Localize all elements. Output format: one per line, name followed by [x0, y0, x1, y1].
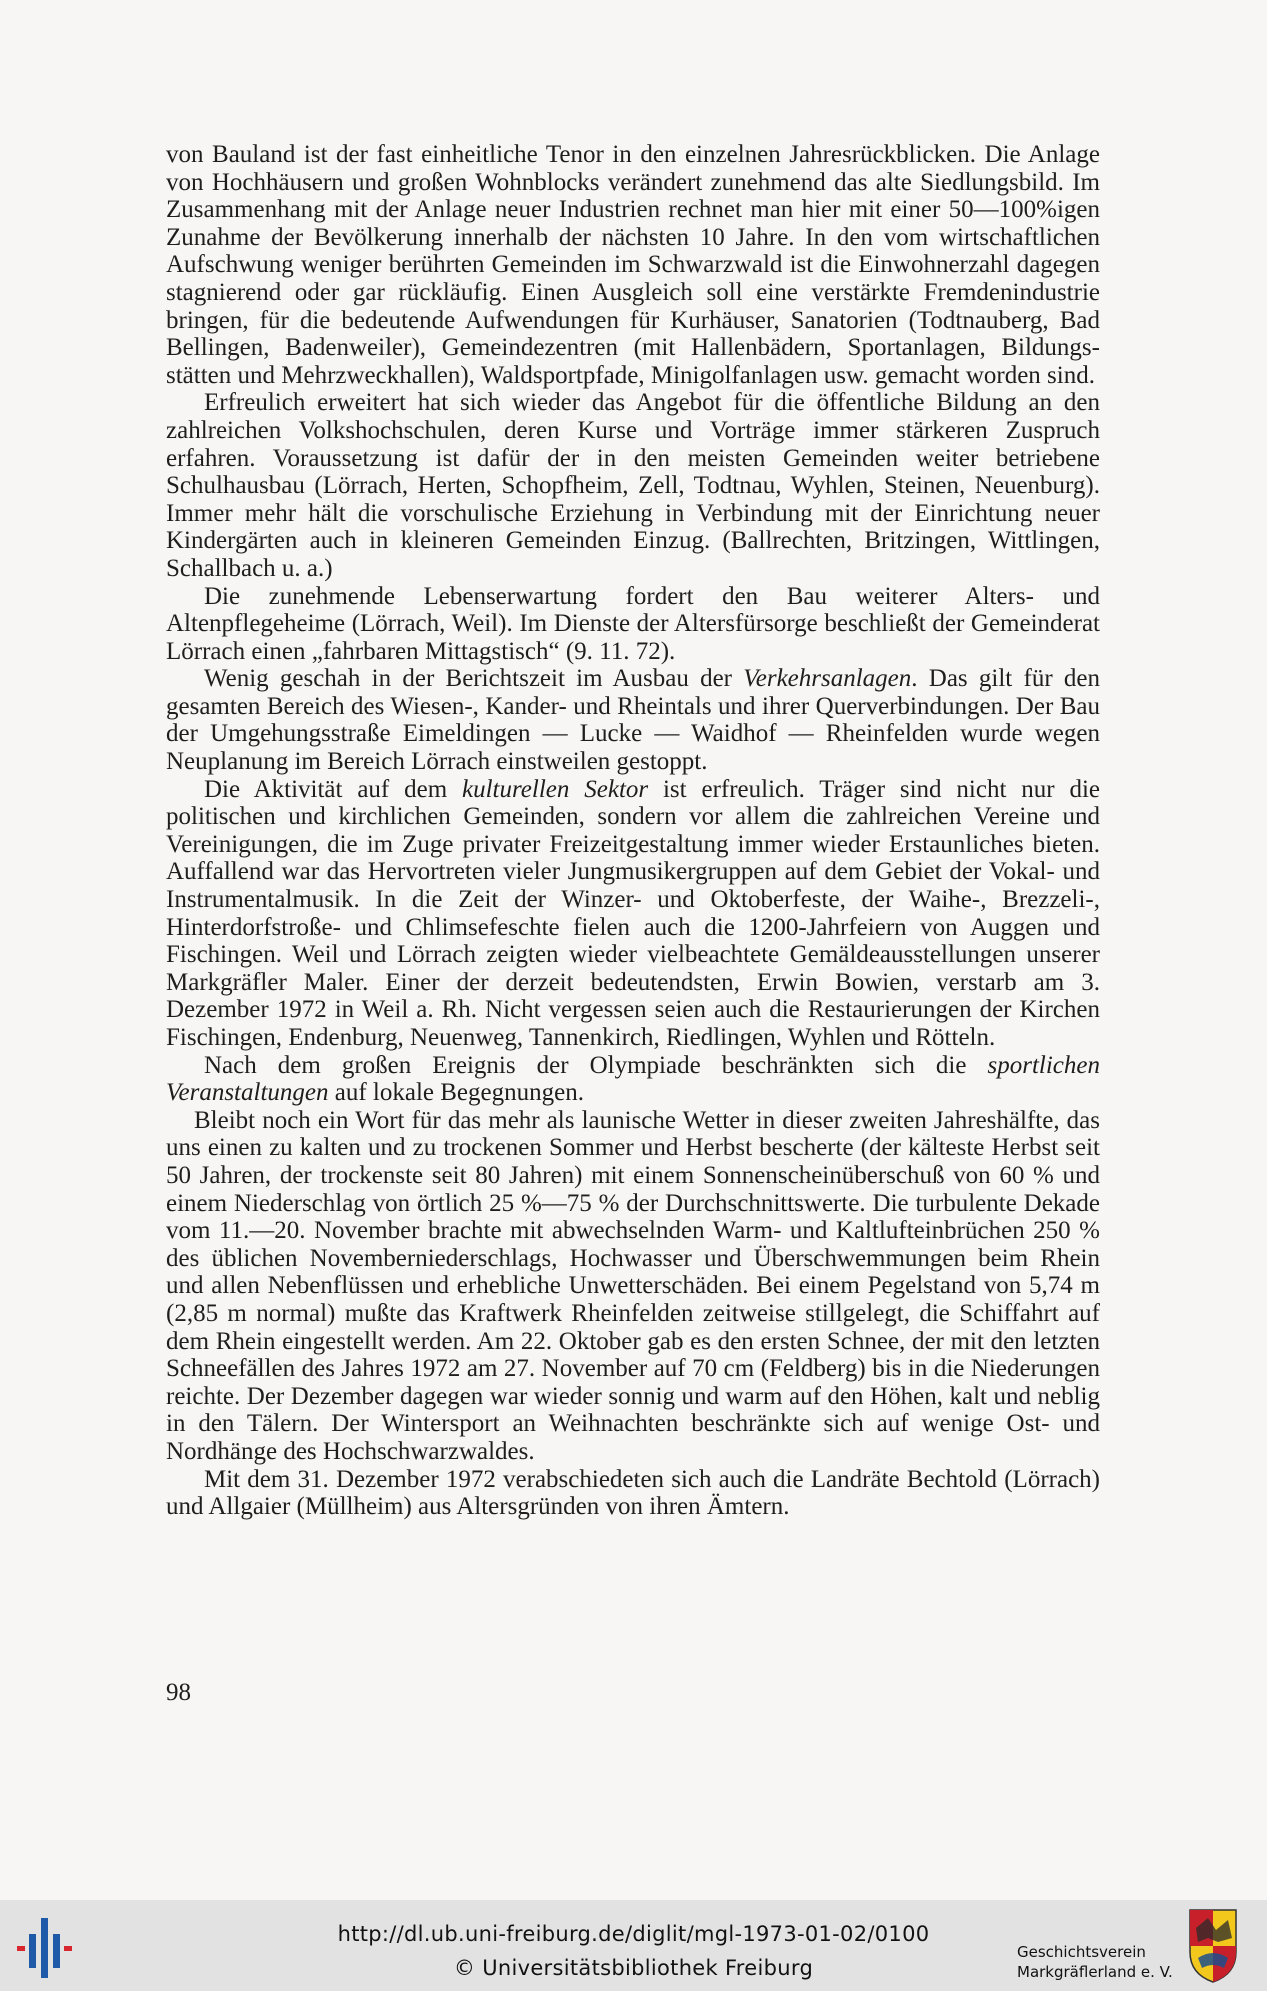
society-line: Markgräflerland e. V. [1017, 1963, 1173, 1981]
emphasis: kulturellen Sektor [462, 775, 649, 803]
paragraph: Die Aktivität auf dem kulturellen Sektor ist erfreulich. Träger sind nicht nur die politischen und kirchlichen Gemeinden, sondern vor allem die zahlreichen Vereine und Vereinigungen, die im Zuge privater Freizeitgestaltung immer wieder Erstaunliches bieten. Auffallend war das Hervortreten vieler Jungmusikergruppen auf dem Gebiet der Vokal- und Instrumentalmusik. In die Zeit der Winzer- und Oktoberfeste, der Waihe-, Brezzeli-, Hinterdorfstroße- und Chlimsefeschte fielen auch die 1200-Jahrfeiern von Auggen und Fischingen. Weil und Lörrach zeigten wieder vielbeachtete Gemäldeausstellungen unserer Markgräfler Maler. Einer der derzeit bedeutendsten, Erwin Bowien, verstarb am 3. Dezember 1972 in Weil a. Rh. Nicht vergessen seien auch die Restaurierungen der Kirchen Fischingen, Endenburg, Neuenweg, Tannenkirch, Riedlingen, Wyhlen und Rötteln. [166, 775, 1100, 1051]
paragraph: Die zunehmende Lebenserwartung fordert den Bau weiterer Alters- und Altenpflegeheime (Lörrach, Weil). Im Dienste der Altersfürsorge beschließt der Gemeinderat Lörrach einen „fahrbaren Mittagstisch“ (9. 11. 72). [166, 582, 1100, 665]
emphasis: sportlichen Veranstaltungen [166, 1051, 1100, 1107]
footer-bar [0, 1900, 1267, 1991]
society-name [1017, 1942, 1192, 1982]
paragraph: Wenig geschah in der Berichtszeit im Ausbau der Verkehrsanlagen. Das gilt für den gesamten Bereich des Wiesen-, Kander- und Rheintals und ihrer Querverbindungen. Der Bau der Umgehungsstraße Eimeldingen — Lucke — Waidhof — Rheinfelden wurde wegen Neuplanung im Bereich Lörrach einstweilen gestoppt. [166, 665, 1100, 776]
footer-copyright: © Universitätsbibliothek Freiburg [453, 1956, 814, 1980]
society-line: Geschichtsverein [1017, 1943, 1146, 1961]
emphasis: Verkehrsanlagen [743, 665, 912, 693]
paragraph: Erfreulich erweitert hat sich wieder das Angebot für die öffentliche Bildung an den zahlreichen Volkshochschulen, deren Kurse und Vorträge immer stärkeren Zuspruch erfahren. Voraussetzung ist dafür der in den meisten Gemeinden weiter betriebene Schulhausbau (Lörrach, Herten, Schopfheim, Zell, Todtnau, Wyhlen, Steinen, Neuenburg). Immer mehr hält die vorschulische Erziehung in Verbindung mit der Einrichtung neuer Kindergärten auch in kleineren Gemeinden Einzug. (Ballrechten, Britzingen, Wittlingen, Schallbach u. a.) [166, 389, 1100, 582]
paragraph: Nach dem großen Ereignis der Olympiade beschränkten sich die sportlichen Veranstaltungen auf lokale Begegnungen. [166, 1051, 1100, 1107]
paragraph: von Bauland ist der fast einheitliche Tenor in den einzelnen Jahresrückblicken. Die Anlage von Hochhäusern und großen Wohnblocks verändert zunehmend das alte Siedlungsbild. Im Zusammenhang mit der Anlage neuer Industrien rechnet man hier mit einer 50—100%igen Zunahme der Bevölkerung innerhalb der nächsten 10 Jahre. In den vom wirtschaftlichen Aufschwung weniger berührten Gemeinden im Schwarzwald ist die Einwohnerzahl dagegen stagnierend oder gar rückläufig. Einen Ausgleich soll eine verstärkte Fremdenindustrie bringen, für die bedeutende Aufwendungen für Kurhäuser, Sanatorien (Todtnauberg, Bad Bellingen, Badenweiler), Gemeindezentren (mit Hallenbädern, Sportanlagen, Bildungsstätten und Mehrzweckhallen), Waldsportpfade, Minigolfanlagen usw. gemacht worden sind. [166, 141, 1100, 389]
coat-of-arms-icon [1188, 1908, 1238, 1984]
page-number: 98 [166, 1679, 191, 1706]
footer-url-link[interactable]: http://dl.ub.uni-freiburg.de/diglit/mgl-1973-01-02/0100 [337, 1922, 930, 1946]
paragraph: Bleibt noch ein Wort für das mehr als launische Wetter in dieser zweiten Jahreshälfte, das uns einen zu kalten und zu trockenen Sommer und Herbst bescherte (der kälteste Herbst seit 50 Jahren, der trockenste seit 80 Jahren) mit einem Sonnenscheinüberschuß von 60 % und einem Niederschlag von örtlich 25 %—75 % der Durchschnittswerte. Die turbulente Dekade vom 11.—20. November brachte mit abwechselnden Warm- und Kaltlufteinbrüchen 250 % des üblichen Novemberniederschlags, Hochwasser und Überschwemmungen beim Rhein und allen Nebenflüssen und erhebliche Unwetterschäden. Bei einem Pegelstand von 5,74 m (2,85 m normal) mußte das Kraftwerk Rheinfelden zeitweise stillgelegt, die Schiffahrt auf dem Rhein eingestellt werden. Am 22. Oktober gab es den ersten Schnee, der mit den letzten Schneefällen des Jahres 1972 am 27. November auf 70 cm (Feldberg) bis in die Niederungen reichte. Der Dezember dagegen war wieder sonnig und warm auf den Höhen, kalt und neblig in den Tälern. Der Wintersport an Weihnachten beschränkte sich auf wenige Ost- und Nordhänge des Hochschwarzwaldes. [166, 1106, 1100, 1465]
paragraph: Mit dem 31. Dezember 1972 verabschiedeten sich auch die Landräte Bechtold (Lörrach) und Allgaier (Müllheim) aus Altersgründen von ihren Ämtern. [166, 1465, 1100, 1521]
body-text [166, 141, 1100, 1521]
